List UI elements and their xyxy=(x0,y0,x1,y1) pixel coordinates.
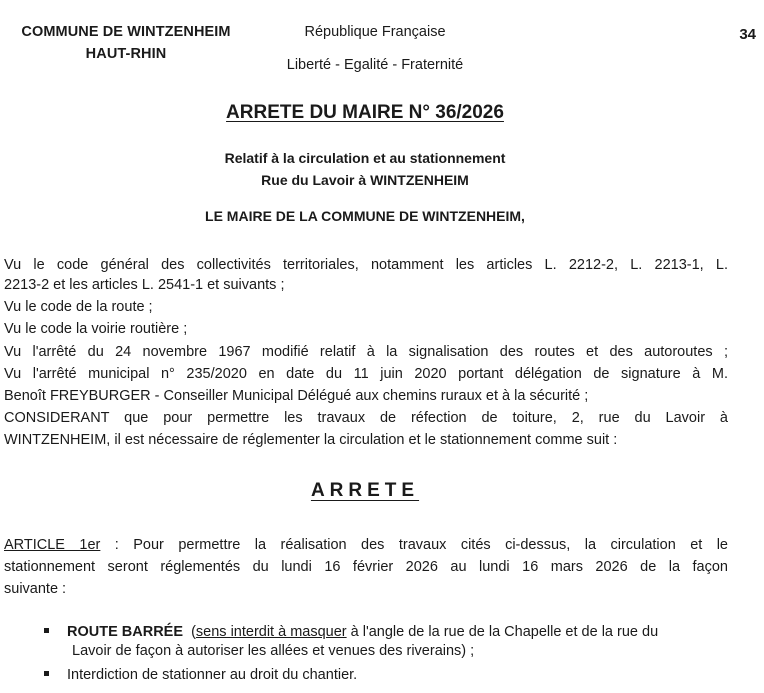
republic-label: République Française xyxy=(304,24,446,40)
list-item: ROUTE BARRÉE (sens interdit à masquer à l'angle de la rue de la Chapelle et de la rue du xyxy=(44,622,734,642)
vu-line: Vu le code général des collectivités territoriales, notamment les articles L. 2212-2, L. 2213-1, L. xyxy=(4,257,728,273)
article-1-line1 xyxy=(4,535,728,555)
vu-line: Vu le code la voirie routière ; xyxy=(4,321,188,337)
bullet-icon xyxy=(44,628,49,633)
bullet-text: Interdiction de stationner au droit du chantier. xyxy=(67,667,358,683)
page-number: 34 xyxy=(739,26,756,43)
considerant-line: WINTZENHEIM, il est nécessaire de réglementer la circulation et le stationnement comme suit : xyxy=(4,432,618,448)
republic-motto: Liberté - Egalité - Fraternité xyxy=(286,57,464,73)
article-1-text: : Pour permettre la réalisation des travaux cités ci-dessus, la circulation et le xyxy=(100,537,728,553)
bullet-icon xyxy=(44,671,49,676)
article-1-label: ARTICLE 1er xyxy=(4,537,101,553)
article-1-line2: stationnement seront réglementés du lundi 16 février 2026 au lundi 16 mars 2026 de la façon xyxy=(4,559,728,575)
route-barree-label: ROUTE BARRÉE xyxy=(67,624,184,640)
decree-subtitle-line2: Rue du Lavoir à WINTZENHEIM xyxy=(261,172,469,188)
article-1-line3: suivante : xyxy=(4,581,67,597)
vu-line: Vu le code de la route ; xyxy=(4,299,153,315)
vu-line: Benoît FREYBURGER - Conseiller Municipal Délégué aux chemins ruraux et à la sécurité ; xyxy=(4,388,589,404)
mayor-heading: LE MAIRE DE LA COMMUNE DE WINTZENHEIM, xyxy=(205,208,525,224)
arrete-heading: ARRETE xyxy=(310,480,420,501)
departement-name: HAUT-RHIN xyxy=(85,46,167,62)
considerant-line: CONSIDERANT que pour permettre les travaux de réfection de toiture, 2, rue du Lavoir à xyxy=(4,410,728,426)
vu-line: Vu l'arrêté du 24 novembre 1967 modifié relatif à la signalisation des routes et des autoroutes ; xyxy=(4,344,728,360)
bullet-text: à l'angle de la rue de la Chapelle et de la rue du xyxy=(346,624,659,640)
vu-line: Vu l'arrêté municipal n° 235/2020 en date du 11 juin 2020 portant délégation de signature à M. xyxy=(4,366,728,382)
bullet-continuation: Lavoir de façon à autoriser les allées et venues des riverains) ; xyxy=(72,643,475,659)
sens-interdit-text: sens interdit à masquer xyxy=(195,624,347,640)
list-item xyxy=(44,665,734,685)
commune-name: COMMUNE DE WINTZENHEIM xyxy=(21,24,231,40)
decree-title: ARRETE DU MAIRE N° 36/2026 xyxy=(226,102,504,123)
decree-subtitle-line1: Relatif à la circulation et au stationnement xyxy=(224,150,506,166)
vu-line: 2213-2 et les articles L. 2541-1 et suivants ; xyxy=(4,277,285,293)
